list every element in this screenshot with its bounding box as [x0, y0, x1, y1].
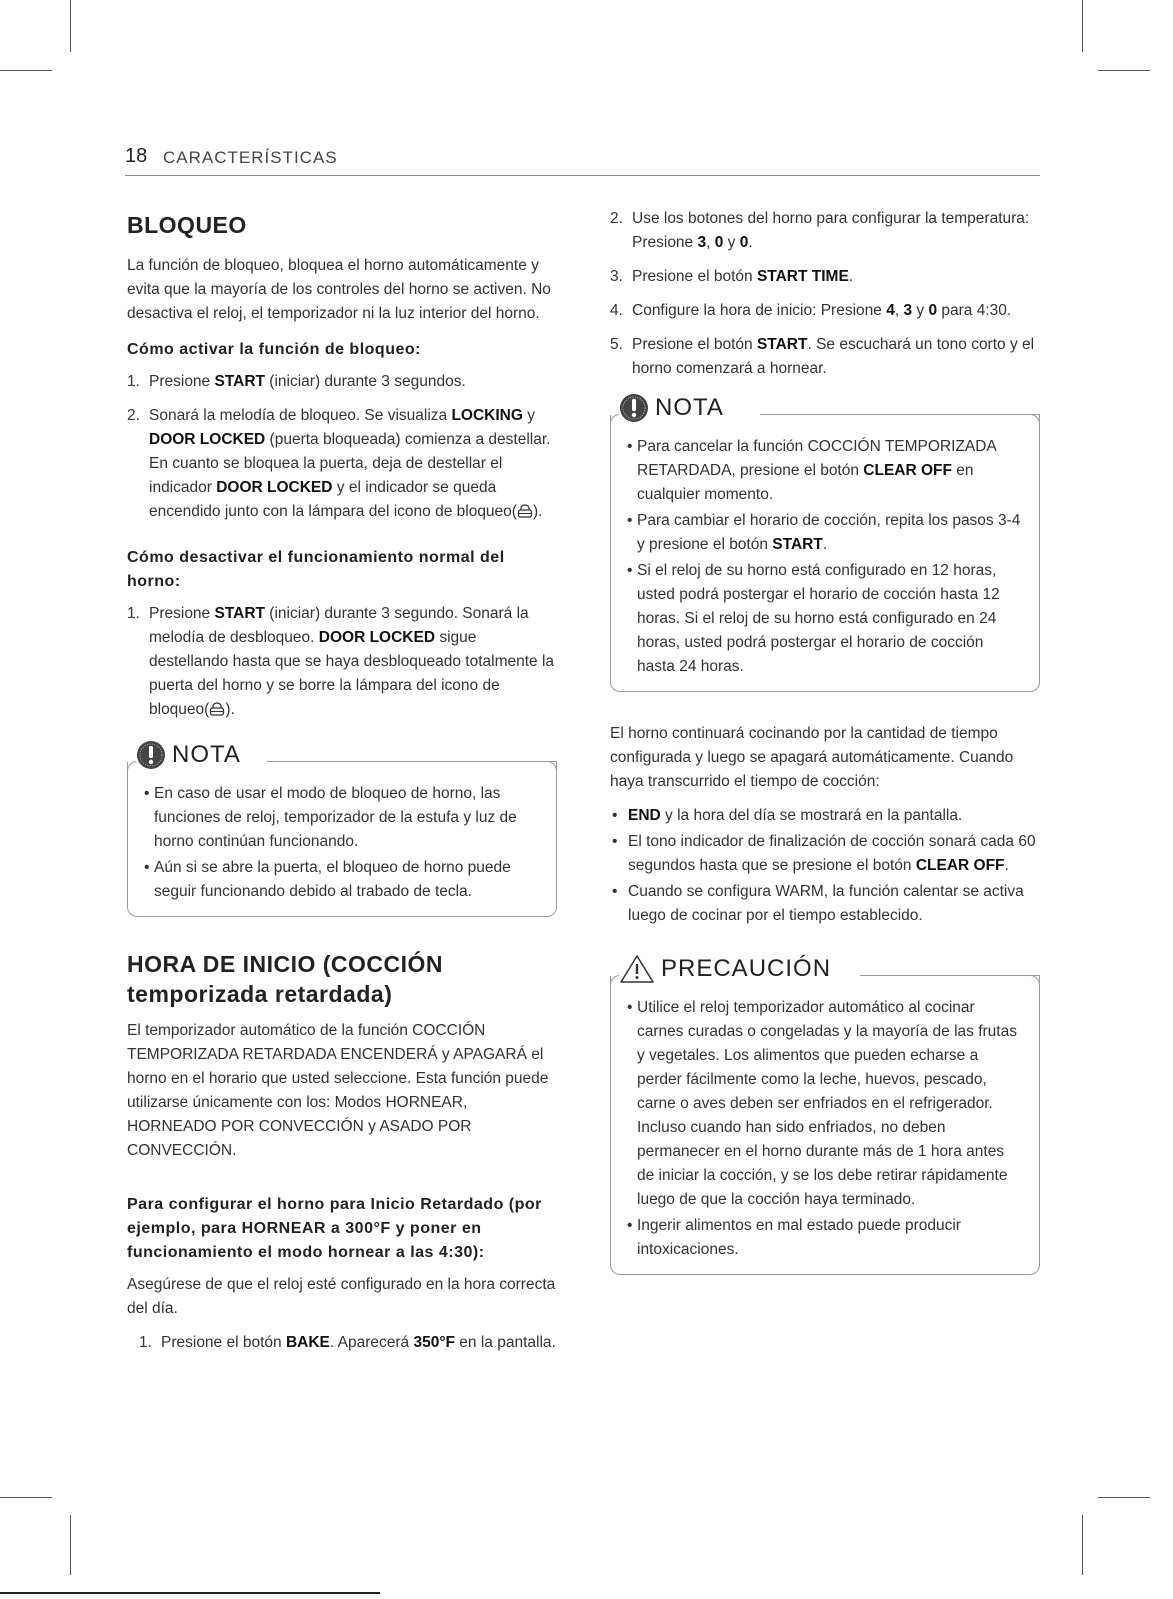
step-keyword: DOOR LOCKED — [216, 479, 333, 496]
bullet: • — [612, 883, 618, 900]
crop-mark — [1098, 70, 1150, 71]
note-header — [136, 740, 249, 770]
bullet: • — [627, 512, 633, 529]
delay-intro: El temporizador automático de la función COCCIÓN TEMPORIZADA RETARDADA ENCENDERÁ y APAGARÁ el horno en el horario que usted seleccione. Esta función puede utilizarse únicamente con los: Modos HORNEAR, HORNEADO POR CONVECCIÓN y ASADO POR CONVECCIÓN. — [127, 1022, 549, 1159]
crop-mark — [0, 70, 52, 71]
step-keyword: 0 — [739, 234, 749, 251]
note-circle-icon — [619, 393, 649, 423]
bullet: • — [627, 562, 633, 579]
note-keyword: CLEAR OFF — [863, 462, 952, 479]
bottom-rule — [0, 1592, 380, 1594]
step-number: 1. — [127, 605, 140, 622]
note-label: NOTA — [172, 741, 241, 768]
deactivate-heading: Cómo desactivar el funcionamiento normal del horno: — [127, 549, 505, 590]
list-item — [610, 207, 1040, 255]
step-text: , — [706, 234, 715, 251]
step-keyword: 3 — [697, 234, 707, 251]
crop-mark — [0, 1497, 52, 1498]
left-column — [127, 210, 557, 1365]
note-keyword: START — [772, 536, 823, 553]
delay-steps-left — [127, 1331, 557, 1355]
section-title: CARACTERÍSTICAS — [163, 148, 338, 167]
step-text: . — [848, 268, 854, 285]
bullet: • — [627, 438, 633, 455]
step-number: 1. — [139, 1334, 152, 1351]
list-item — [144, 782, 540, 854]
crop-mark — [70, 0, 71, 52]
after-keyword: CLEAR OFF — [915, 857, 1005, 874]
list-item — [610, 830, 1040, 878]
after-text: . — [1004, 857, 1009, 874]
step-keyword: 3 — [903, 302, 913, 319]
step-keyword: START — [214, 373, 265, 390]
note-text: Para cancelar la función COCCIÓN TEMPORIZADA RETARDADA, presione el botón — [637, 438, 996, 479]
step-text: . Se escuchará un tono corto y el horno comenzará a hornear. — [632, 336, 1035, 377]
step-text: ). — [225, 701, 235, 718]
step-text: Presione el botón — [161, 1334, 286, 1351]
step-text: (iniciar) durante 3 segundos. — [265, 373, 466, 390]
crop-mark — [1082, 0, 1083, 52]
list-item — [610, 333, 1040, 381]
note-circle-icon — [136, 740, 166, 770]
config-heading: Para configurar el horno para Inicio Retardado (por ejemplo, para HORNEAR a 300°F y poner en funcionamiento el modo hornear a las 4:30): — [127, 1196, 542, 1261]
crop-mark — [1098, 1497, 1150, 1498]
lock-icon — [517, 504, 533, 518]
note-list — [627, 435, 1023, 679]
config-intro: Asegúrese de que el reloj esté configurado en la hora correcta del día. — [127, 1276, 556, 1317]
list-item — [627, 996, 1023, 1212]
step-text: y — [723, 234, 740, 251]
step-number: 5. — [610, 336, 623, 353]
step-text: sigue destellando hasta que se haya desbloqueado totalmente la puerta del horno y se borre la lámpara del icono de bloqueo( — [149, 629, 555, 718]
step-text: en la pantalla. — [454, 1334, 556, 1351]
step-number: 2. — [127, 407, 140, 424]
crop-mark — [70, 1515, 71, 1575]
list-item — [144, 856, 540, 904]
step-keyword: DOOR LOCKED — [149, 431, 266, 448]
note-label: NOTA — [655, 394, 724, 421]
warning-triangle-icon — [619, 954, 655, 984]
list-item — [127, 370, 557, 394]
step-text: ). — [532, 503, 543, 520]
step-text: y el indicador se queda encendido junto con la lámpara del icono de bloqueo( — [149, 479, 517, 520]
step-keyword: START TIME — [756, 268, 849, 285]
step-text: Presione el botón — [632, 268, 757, 285]
step-text: Configure la hora de inicio: Presione — [632, 302, 887, 319]
activate-steps — [127, 370, 557, 524]
after-keyword: END — [628, 807, 661, 824]
note-list — [144, 782, 540, 904]
step-text: (iniciar) durante 3 segundo. Sonará la melodía de desbloqueo. — [149, 605, 529, 646]
caution-text: Ingerir alimentos en mal estado puede producir intoxicaciones. — [637, 1217, 961, 1258]
after-text: El tono indicador de finalización de cocción sonará cada 60 segundos hasta que se presione el botón — [628, 833, 1036, 874]
after-text: y la hora del día se mostrará en la pantalla. — [660, 807, 963, 824]
bullet: • — [144, 785, 150, 802]
note-box — [610, 394, 1040, 692]
caution-box — [610, 955, 1040, 1275]
list-item — [139, 1331, 557, 1355]
step-text: y — [912, 302, 929, 319]
list-item — [610, 880, 1040, 928]
bullet: • — [144, 859, 150, 876]
caution-list — [627, 996, 1023, 1262]
delay-title — [127, 949, 557, 1009]
step-keyword: START — [756, 336, 808, 353]
delay-title-line2: temporizada retardada) — [127, 981, 393, 1007]
step-keyword: 0 — [928, 302, 938, 319]
list-item — [627, 509, 1023, 557]
caution-label: PRECAUCIÓN — [661, 955, 832, 982]
step-text: Sonará la melodía de bloqueo. Se visualiza — [149, 407, 452, 424]
step-number: 3. — [610, 268, 623, 285]
step-number: 1. — [127, 373, 140, 390]
bloqueo-intro: La función de bloqueo, bloquea el horno automáticamente y evita que la mayoría de los controles del horno se activen. No desactiva el reloj, el temporizador ni la luz interior del horno. — [127, 257, 551, 322]
note-text: En caso de usar el modo de bloqueo de horno, las funciones de reloj, temporizador de la estufa y luz de horno continúan funcionando. — [154, 785, 517, 850]
delay-steps-right — [610, 207, 1040, 381]
deactivate-steps — [127, 602, 557, 722]
step-text: (puerta bloqueada) comienza a destellar. En cuanto se bloquea la puerta, deja de destellar el indicador — [149, 431, 551, 496]
bloqueo-title: BLOQUEO — [127, 212, 247, 238]
step-keyword: 0 — [714, 234, 724, 251]
step-number: 2. — [610, 210, 623, 227]
step-keyword: 350°F — [413, 1334, 455, 1351]
step-text: para 4:30. — [937, 302, 1012, 319]
step-keyword: BAKE — [285, 1334, 330, 1351]
step-text: y — [522, 407, 535, 424]
after-list — [610, 804, 1040, 928]
bullet: • — [627, 1217, 633, 1234]
page-header — [125, 145, 1040, 176]
step-text: Presione — [149, 373, 215, 390]
note-header — [619, 393, 732, 423]
note-text: Para cambiar el horario de cocción, repita los pasos 3-4 y presione el botón — [637, 512, 1021, 553]
step-keyword: 4 — [886, 302, 895, 319]
note-text: Si el reloj de su horno está configurado en 12 horas, usted podrá postergar el horario de cocción hasta 12 horas. Si el reloj de su horno está configurado en 24 horas, usted podrá postergar el horario de cocción hasta 24 horas. — [637, 562, 1000, 675]
crop-mark — [1082, 1515, 1083, 1575]
after-text: Cuando se configura WARM, la función calentar se activa luego de cocinar por el tiempo establecido. — [628, 883, 1024, 924]
note-text: . — [822, 536, 828, 553]
after-paragraph: El horno continuará cocinando por la cantidad de tiempo configurada y luego se apagará automáticamente. Cuando haya transcurrido el tiempo de cocción: — [610, 725, 1014, 790]
list-item — [627, 1214, 1023, 1262]
activate-heading: Cómo activar la función de bloqueo: — [127, 341, 421, 358]
bullet: • — [612, 833, 618, 850]
step-text: , — [894, 302, 904, 319]
step-text: . — [748, 234, 753, 251]
list-item — [127, 404, 557, 524]
caution-text: Utilice el reloj temporizador automático al cocinar carnes curadas o congeladas y la mayoría de las frutas y vegetales. Los alimentos que pueden echarse a perder fácilmente como la leche, huevos, pescado, carne o aves deben ser enfriados en el refrigerador. Incluso cuando han sido enfriados, no deben permanecer en el horno durante más de 1 hora antes de iniciar la cocción, y se los debe retirar rápidamente luego de que la cocción haya terminado. — [637, 999, 1017, 1208]
list-item — [127, 602, 557, 722]
bullet: • — [627, 999, 633, 1016]
lock-icon — [209, 702, 225, 716]
note-text: Aún si se abre la puerta, el bloqueo de horno puede seguir funcionando debido al trabado de tecla. — [154, 859, 511, 900]
note-box — [127, 741, 557, 917]
list-item — [610, 804, 1040, 828]
list-item — [610, 265, 1040, 289]
step-text: . Aparecerá — [329, 1334, 414, 1351]
list-item — [610, 299, 1040, 323]
right-column — [610, 207, 1040, 1297]
list-item — [627, 435, 1023, 507]
step-text: Presione — [149, 605, 215, 622]
page-number: 18 — [125, 145, 148, 167]
delay-title-line1: HORA DE INICIO (COCCIÓN — [127, 951, 444, 977]
step-keyword: LOCKING — [451, 407, 523, 424]
bullet: • — [612, 807, 618, 824]
step-text: Use los botones del horno para configurar la temperatura: Presione — [632, 210, 1030, 251]
step-text: Presione el botón — [632, 336, 757, 353]
step-keyword: DOOR LOCKED — [318, 629, 436, 646]
step-keyword: START — [214, 605, 265, 622]
note-text: en cualquier momento. — [637, 462, 974, 503]
caution-header — [619, 954, 839, 984]
list-item — [627, 559, 1023, 679]
step-number: 4. — [610, 302, 623, 319]
